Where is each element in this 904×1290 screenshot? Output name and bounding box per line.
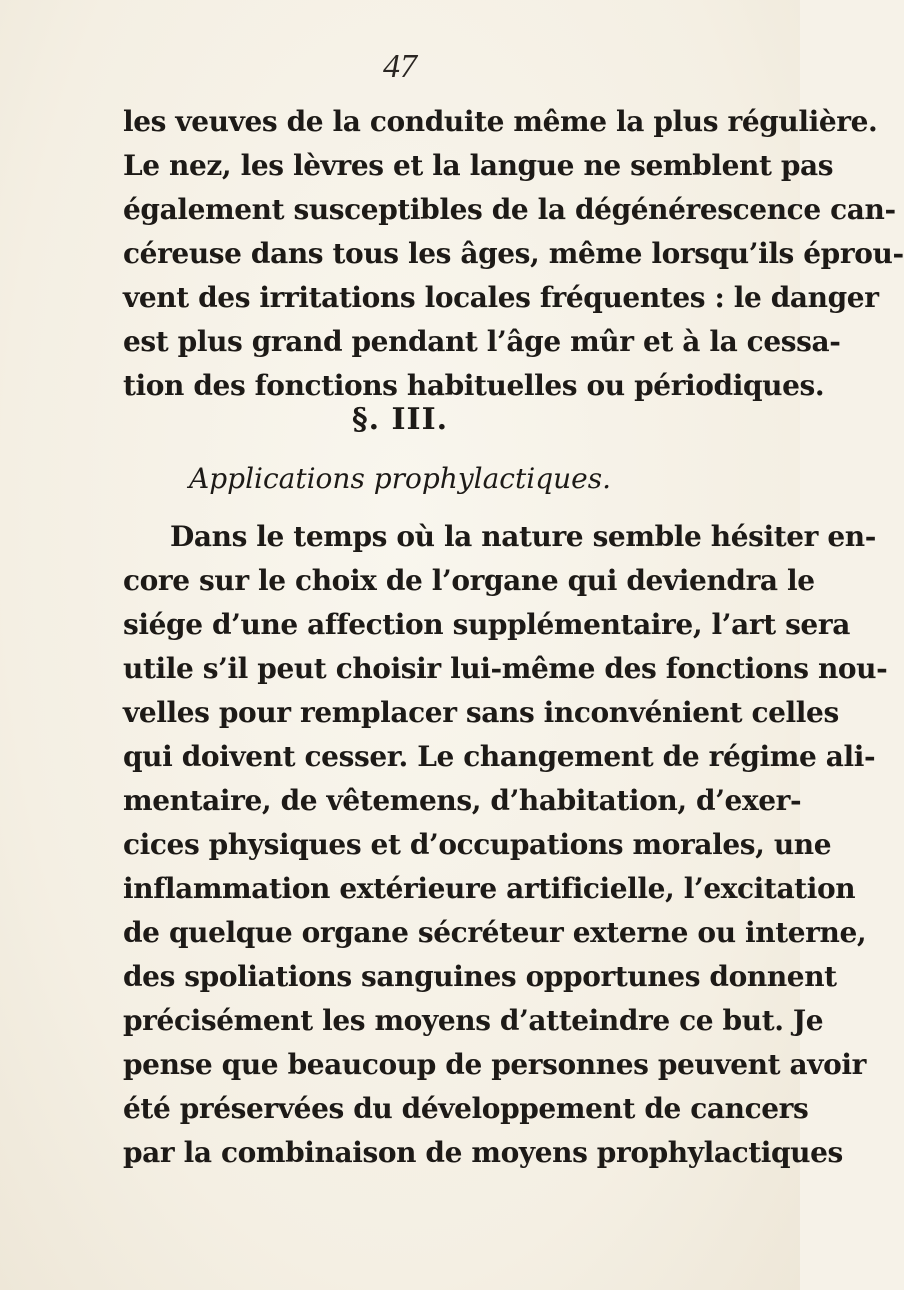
text-line: tion des fonctions habituelles ou périodiques. <box>123 369 825 402</box>
text-line: été préservées du développement de cancers <box>123 1092 809 1125</box>
page-number: 47 <box>383 48 417 85</box>
text-line: cices physiques et d’occupations morales, une <box>123 828 832 861</box>
text-line: siége d’une affection supplémentaire, l’art sera <box>123 608 850 641</box>
section-title: Applications prophylactiques. <box>189 462 611 495</box>
paragraph-continued <box>123 100 904 408</box>
text-line: par la combinaison de moyens prophylactiques <box>123 1136 843 1169</box>
text-line: qui doivent cesser. Le changement de régime ali- <box>123 740 876 773</box>
text-line: core sur le choix de l’organe qui deviendra le <box>123 564 815 597</box>
text-line: mentaire, de vêtemens, d’habitation, d’exer- <box>123 784 802 817</box>
text-line: de quelque organe sécréteur externe ou interne, <box>123 916 867 949</box>
text-line: les veuves de la conduite même la plus régulière. <box>123 105 878 138</box>
text-line: est plus grand pendant l’âge mûr et à la cessa- <box>123 325 841 358</box>
text-line: pense que beaucoup de personnes peuvent avoir <box>123 1048 866 1081</box>
text-line: Le nez, les lèvres et la langue ne semblent pas <box>123 149 834 182</box>
text-line: utile s’il peut choisir lui-même des fonctions nou- <box>123 652 888 685</box>
text-line: Dans le temps où la nature semble hésiter en- <box>170 520 876 553</box>
text-line: vent des irritations locales fréquentes : le danger <box>123 281 879 314</box>
paragraph <box>123 515 888 1175</box>
text-line: céreuse dans tous les âges, même lorsqu’ils éprou- <box>123 237 904 270</box>
text-line: inflammation extérieure artificielle, l’excitation <box>123 872 856 905</box>
text-line: précisément les moyens d’atteindre ce but. Je <box>123 1004 824 1037</box>
section-number: §. III. <box>351 402 449 437</box>
text-line: également susceptibles de la dégénérescence can- <box>123 193 896 226</box>
text-line: velles pour remplacer sans inconvénient celles <box>123 696 839 729</box>
text-line: des spoliations sanguines opportunes donnent <box>123 960 837 993</box>
